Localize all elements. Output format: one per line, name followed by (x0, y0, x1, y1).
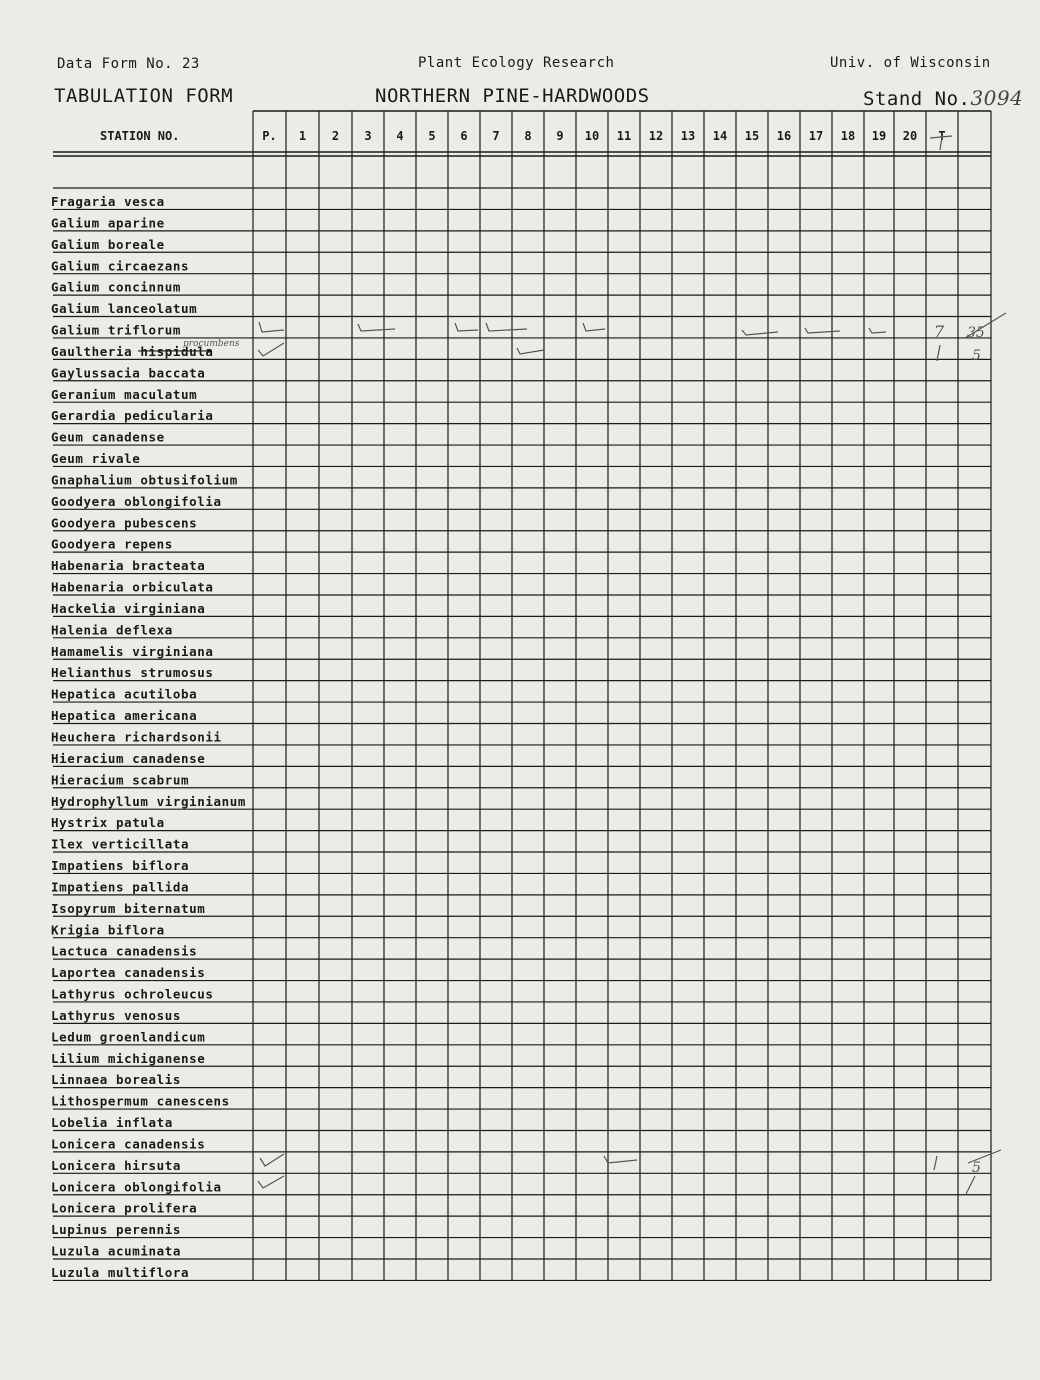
species-name: Gnaphalium obtusifolium (51, 472, 238, 488)
species-name: Geum canadense (51, 429, 165, 445)
species-name: Laportea canadensis (51, 965, 206, 981)
column-number: 4 (396, 129, 404, 143)
species-name: Hepatica americana (51, 708, 198, 724)
species-name: Lonicera hirsuta (51, 1157, 182, 1173)
species-name: Gaultheria hispidula (51, 343, 214, 359)
species-name: Hystrix patula (51, 815, 165, 831)
stand-label: Stand No. (863, 88, 971, 110)
species-name: Galium triflorum (51, 322, 182, 338)
check-mark (805, 328, 840, 333)
check-mark (604, 1156, 637, 1163)
species-name: Hydrophyllum virginianum (51, 793, 247, 809)
station-no-label: STATION NO. (100, 129, 180, 143)
column-number: 20 (902, 129, 918, 143)
stand-number-handwritten: 3094 (970, 86, 1024, 110)
species-name: Lathyrus ochroleucus (51, 986, 214, 1002)
tally-mark (934, 1156, 937, 1170)
species-name: Gerardia pedicularia (51, 408, 214, 424)
tally-mark (937, 345, 940, 361)
species-name: Ledum groenlandicum (51, 1029, 206, 1045)
column-number: 18 (840, 129, 856, 143)
form-title: TABULATION FORM (54, 85, 234, 107)
species-list (51, 194, 246, 1280)
university-label: Univ. of Wisconsin (830, 55, 991, 71)
check-mark (259, 322, 284, 332)
species-name: Hieracium scabrum (51, 772, 190, 788)
form-number: Data Form No. 23 (57, 56, 200, 72)
species-name: Heuchera richardsonii (51, 729, 222, 745)
species-name: Hamamelis virginiana (51, 643, 214, 659)
species-name: Galium boreale (51, 236, 165, 252)
column-number: 3 (364, 129, 372, 143)
species-name: Helianthus strumosus (51, 665, 214, 681)
column-number: 12 (648, 129, 664, 143)
column-number: T (938, 129, 946, 143)
species-name: Lithospermum canescens (51, 1093, 230, 1109)
gaultheria-frequency: 5 (972, 348, 981, 364)
species-name: Hepatica acutiloba (51, 686, 198, 702)
species-name: Geum rivale (51, 451, 141, 467)
check-mark (260, 1154, 284, 1166)
column-number: 6 (460, 129, 468, 143)
column-number: 7 (492, 129, 500, 143)
check-mark (455, 323, 478, 331)
species-name: Isopyrum biternatum (51, 900, 206, 916)
triflorum-frequency: 35 (967, 325, 985, 341)
column-number: 8 (524, 129, 532, 143)
column-number: 1 (298, 129, 307, 143)
check-mark (358, 324, 395, 331)
species-name: Lathyrus venosus (51, 1007, 182, 1023)
tally-mark (966, 1176, 975, 1194)
species-name: Lilium michiganense (51, 1050, 206, 1066)
check-mark (742, 330, 778, 335)
check-mark (258, 343, 284, 356)
species-name: Ilex verticillata (51, 836, 190, 852)
species-name: Hieracium canadense (51, 750, 206, 766)
column-number: 13 (680, 129, 696, 143)
column-number: 10 (584, 129, 600, 143)
species-name: Lactuca canadensis (51, 943, 198, 959)
species-name: Impatiens biflora (51, 858, 190, 874)
species-name: Halenia deflexa (51, 622, 173, 638)
species-name: Gaylussacia baccata (51, 365, 206, 381)
species-name: Lonicera canadensis (51, 1136, 206, 1152)
species-name: Linnaea borealis (51, 1072, 182, 1088)
species-name: Fragaria vesca (51, 194, 165, 209)
column-number: 17 (808, 129, 824, 143)
triflorum-total: 7 (934, 322, 945, 341)
research-label: Plant Ecology Research (418, 55, 615, 71)
species-name: Lonicera prolifera (51, 1200, 198, 1216)
column-number: 16 (776, 129, 792, 143)
form-subtitle: NORTHERN PINE-HARDWOODS (375, 85, 650, 107)
check-mark (258, 1176, 284, 1188)
gaultheria-correction: procumbens (183, 339, 240, 349)
species-name: Galium circaezans (51, 258, 190, 274)
column-number: 9 (556, 129, 564, 143)
species-name: Hackelia virginiana (51, 600, 206, 616)
check-mark (486, 323, 527, 331)
check-mark (869, 328, 886, 333)
column-number: 11 (616, 129, 632, 143)
species-name: Galium lanceolatum (51, 301, 198, 317)
column-number: 14 (712, 129, 728, 143)
species-name: Habenaria bracteata (51, 558, 206, 574)
species-name: Impatiens pallida (51, 879, 190, 895)
check-mark (517, 348, 544, 354)
column-number: 19 (871, 129, 887, 143)
species-name: Galium concinnum (51, 279, 182, 295)
species-name: Goodyera repens (51, 536, 173, 552)
species-name: Habenaria orbiculata (51, 579, 214, 595)
species-name: Lonicera oblongifolia (51, 1179, 222, 1195)
species-name: Goodyera oblongifolia (51, 493, 222, 509)
species-name: Galium aparine (51, 215, 165, 231)
species-name: Luzula multiflora (51, 1265, 190, 1280)
species-name: Krigia biflora (51, 922, 165, 938)
column-number: 5 (428, 129, 436, 143)
column-number: 15 (744, 129, 760, 143)
species-name: Goodyera pubescens (51, 515, 198, 531)
column-number: 2 (331, 129, 340, 143)
species-name: Luzula acuminata (51, 1243, 182, 1259)
hirsuta-frequency: 5 (972, 1160, 981, 1176)
check-mark (583, 323, 605, 331)
species-name: Lupinus perennis (51, 1222, 182, 1238)
column-number: P. (262, 129, 277, 143)
species-name: Geranium maculatum (51, 386, 198, 402)
species-name: Lobelia inflata (51, 1115, 173, 1131)
column-headers (262, 129, 945, 143)
